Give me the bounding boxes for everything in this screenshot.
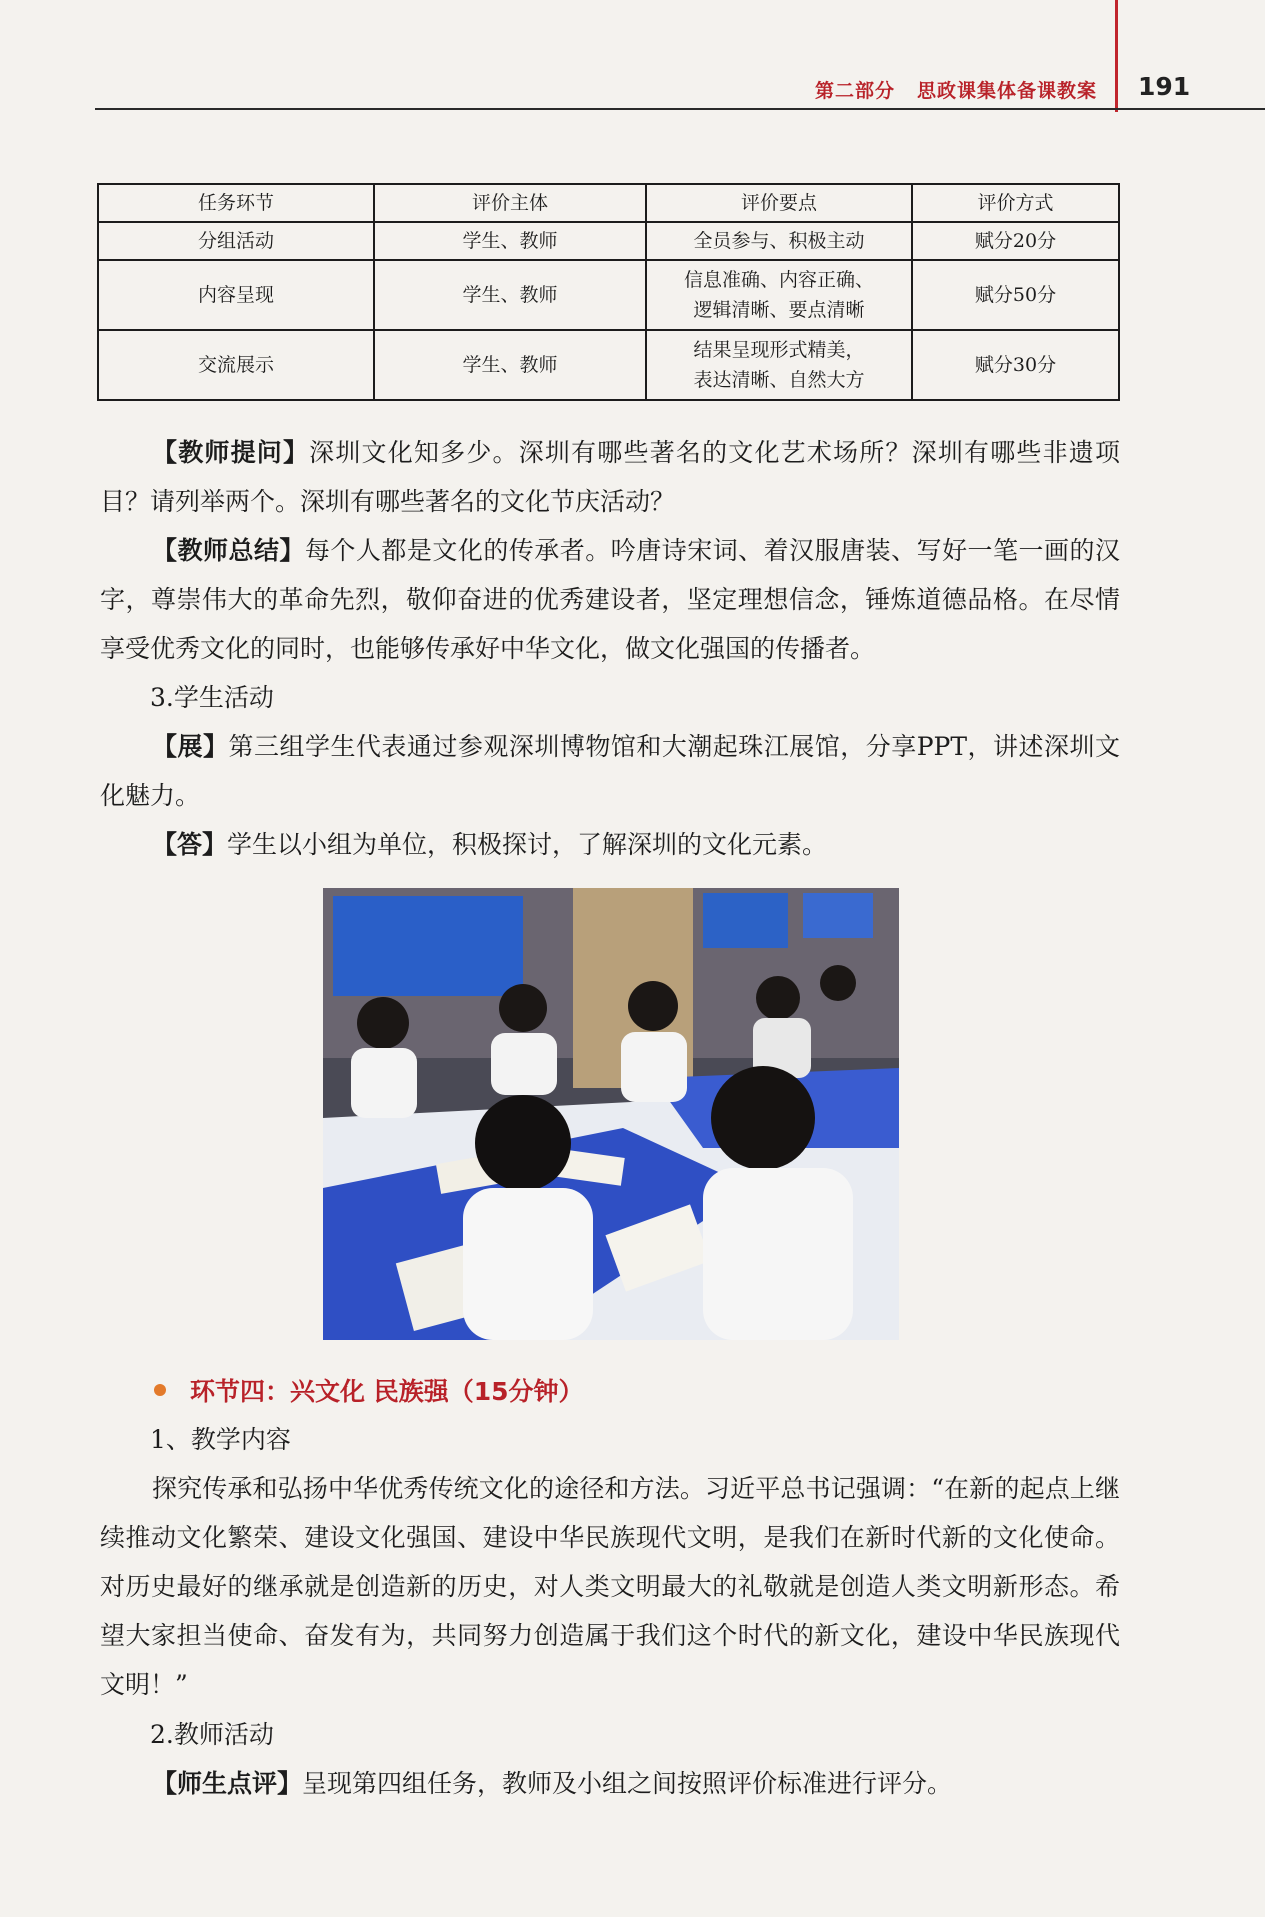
- table-cell: [646, 330, 912, 400]
- table-header-row: [98, 184, 1119, 222]
- table-row: [98, 222, 1119, 260]
- table-row: [98, 260, 1119, 330]
- subheading-teaching-content: 1、教学内容: [150, 1425, 291, 1454]
- section-bullet-icon: [154, 1384, 166, 1396]
- section-heading: 环节四：兴文化 民族强（15分钟）: [190, 1377, 584, 1406]
- table-cell: [646, 260, 912, 330]
- table-cell: 分组活动: [98, 222, 374, 260]
- paragraph-text: 深圳文化知多少。深圳有哪些著名的文化艺术场所？深圳有哪些非遗项目？请列举两个。深圳有哪些著名的文化节庆活动？: [100, 438, 1120, 516]
- table-header-cell: 评价要点: [646, 184, 912, 222]
- subheading-student-activity: 3.学生活动: [150, 683, 274, 712]
- paragraph-tag: 【教师总结】: [152, 536, 305, 565]
- table-header-cell: 评价主体: [374, 184, 646, 222]
- table-cell: 学生、教师: [374, 222, 646, 260]
- paragraph-tag: 【师生点评】: [152, 1769, 303, 1798]
- table-header-cell: 任务环节: [98, 184, 374, 222]
- header-vertical-rule: [1115, 0, 1118, 112]
- table-cell: 内容呈现: [98, 260, 374, 330]
- table-cell: 学生、教师: [374, 330, 646, 400]
- table-cell: 赋分20分: [912, 222, 1119, 260]
- table-cell: 交流展示: [98, 330, 374, 400]
- header-part: 第二部分: [814, 80, 895, 102]
- header-rule: [95, 108, 1265, 110]
- table-cell-line: 结果呈现形式精美，: [693, 339, 865, 361]
- table-header-cell: 评价方式: [912, 184, 1119, 222]
- subheading-teacher-activity: 2.教师活动: [150, 1720, 274, 1749]
- paragraph-text: 呈现第四组任务，教师及小组之间按照评价标准进行评分。: [302, 1769, 953, 1798]
- classroom-photo-illustration: [323, 888, 899, 1340]
- table-cell: 赋分50分: [912, 260, 1119, 330]
- table-cell: 赋分30分: [912, 330, 1119, 400]
- paragraph-text: 每个人都是文化的传承者。吟唐诗宋词、着汉服唐装、写好一笔一画的汉字，尊崇伟大的革命先烈，敬仰奋进的优秀建设者，坚定理想信念，锤炼道德品格。在尽情享受优秀文化的同时，也能够传承好中华文化，做文化强国的传播者。: [100, 536, 1120, 663]
- paragraph-tag: 【教师提问】: [152, 438, 310, 467]
- table-cell-line: 逻辑清晰、要点清晰: [693, 299, 865, 321]
- paragraph-tag: 【答】: [152, 830, 228, 859]
- paragraph-text: 学生以小组为单位，积极探讨，了解深圳的文化元素。: [227, 830, 828, 859]
- table-cell: 学生、教师: [374, 260, 646, 330]
- paragraph-show: [100, 722, 1120, 820]
- header-title: 思政课集体备课教案: [916, 80, 1097, 102]
- paragraph-review: [100, 1759, 1120, 1808]
- evaluation-table: [97, 183, 1120, 401]
- paragraph-tag: 【展】: [152, 732, 229, 761]
- classroom-photo: [323, 888, 899, 1340]
- table-cell-line: 全员参与、积极主动: [693, 230, 865, 252]
- paragraph-text: 第三组学生代表通过参观深圳博物馆和大潮起珠江展馆，分享PPT，讲述深圳文化魅力。: [100, 732, 1120, 810]
- table-row: [98, 330, 1119, 400]
- running-header: [793, 76, 1097, 103]
- paragraph-teacher-question: [100, 428, 1120, 526]
- table-cell-line: 信息准确、内容正确、: [683, 269, 874, 291]
- table-cell: [646, 222, 912, 260]
- table-cell-line: 表达清晰、自然大方: [693, 369, 865, 391]
- paragraph-teacher-summary: [100, 526, 1120, 673]
- page-number: 191: [1138, 72, 1191, 101]
- paragraph-teaching-content: 探究传承和弘扬中华优秀传统文化的途径和方法。习近平总书记强调：“在新的起点上继续推动文化繁荣、建设文化强国、建设中华民族现代文明，是我们在新时代新的文化使命。对历史最好的继承就是创造新的历史，对人类文明最大的礼敬就是创造人类文明新形态。希望大家担当使命、奋发有为，共同努力创造属于我们这个时代的新文化，建设中华民族现代文明！”: [100, 1474, 1120, 1699]
- paragraph-answer: [100, 820, 1120, 869]
